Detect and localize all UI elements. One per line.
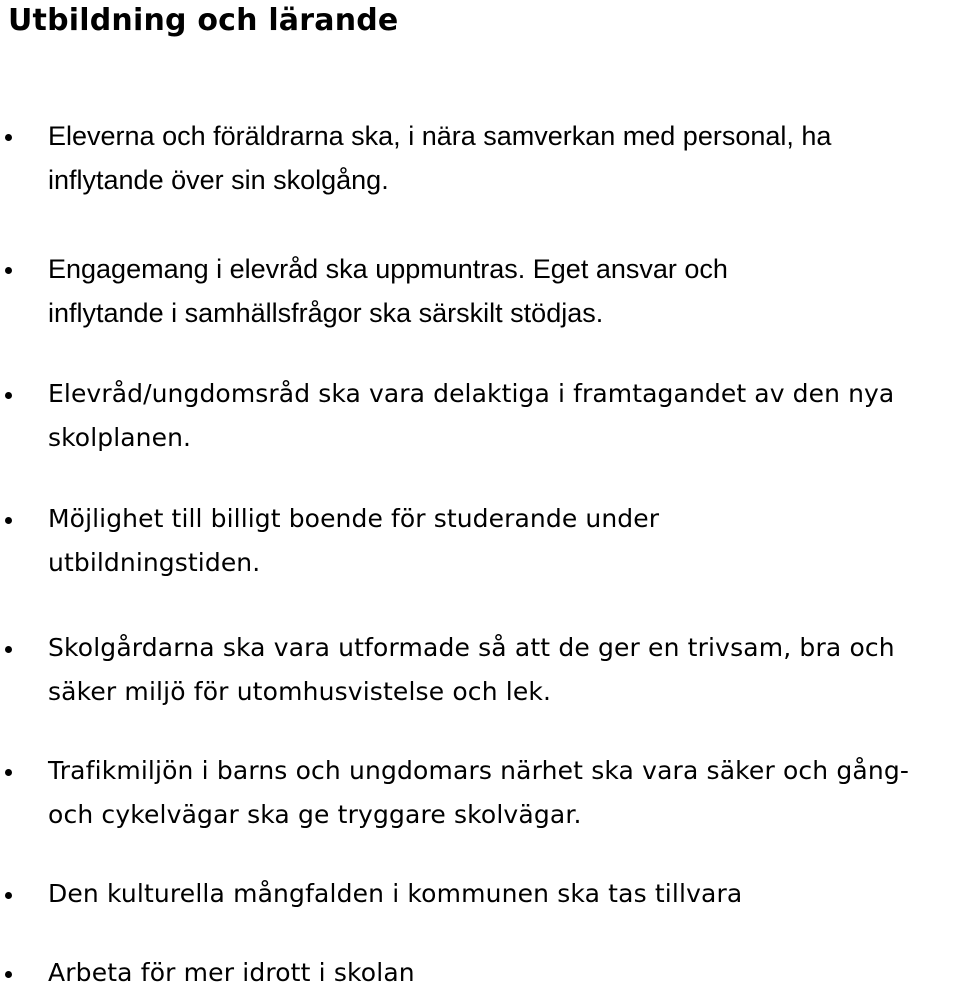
list-item-text: Engagemang i elevråd ska uppmuntras. Eget ansvar och inflytande i samhällsfrågor ska särskilt stödjas. — [48, 254, 728, 328]
list-item-text: Eleverna och föräldrarna ska, i nära samverkan med personal, ha inflytande över sin skolgång. — [48, 121, 832, 195]
list-item-text: Den kulturella mångfalden i kommunen ska tas tillvara — [48, 879, 743, 908]
bullet-icon — [5, 134, 12, 141]
bullet-icon — [5, 646, 12, 653]
list-item-text: Elevråd/ungdomsråd ska vara delaktiga i framtagandet av den nya skolplanen. — [48, 379, 895, 452]
bullet-icon — [5, 392, 12, 399]
list-item-text: Trafikmiljön i barns och ungdomars närhet ska vara säker och gång- och cykelvägar ska ge tryggare skolvägar. — [48, 756, 910, 829]
page-title: Utbildning och lärande — [8, 3, 399, 38]
bullet-icon — [5, 892, 12, 899]
bullet-icon — [5, 267, 12, 274]
list-item-text: Möjlighet till billigt boende för studerande under utbildningstiden. — [48, 504, 660, 577]
bullet-icon — [5, 769, 12, 776]
list-item-text: Arbeta för mer idrott i skolan — [48, 958, 415, 987]
list-item-text: Skolgårdarna ska vara utformade så att de ger en trivsam, bra och säker miljö för utomhusvistelse och lek. — [48, 633, 895, 706]
bullet-icon — [5, 971, 12, 978]
bullet-icon — [5, 517, 12, 524]
